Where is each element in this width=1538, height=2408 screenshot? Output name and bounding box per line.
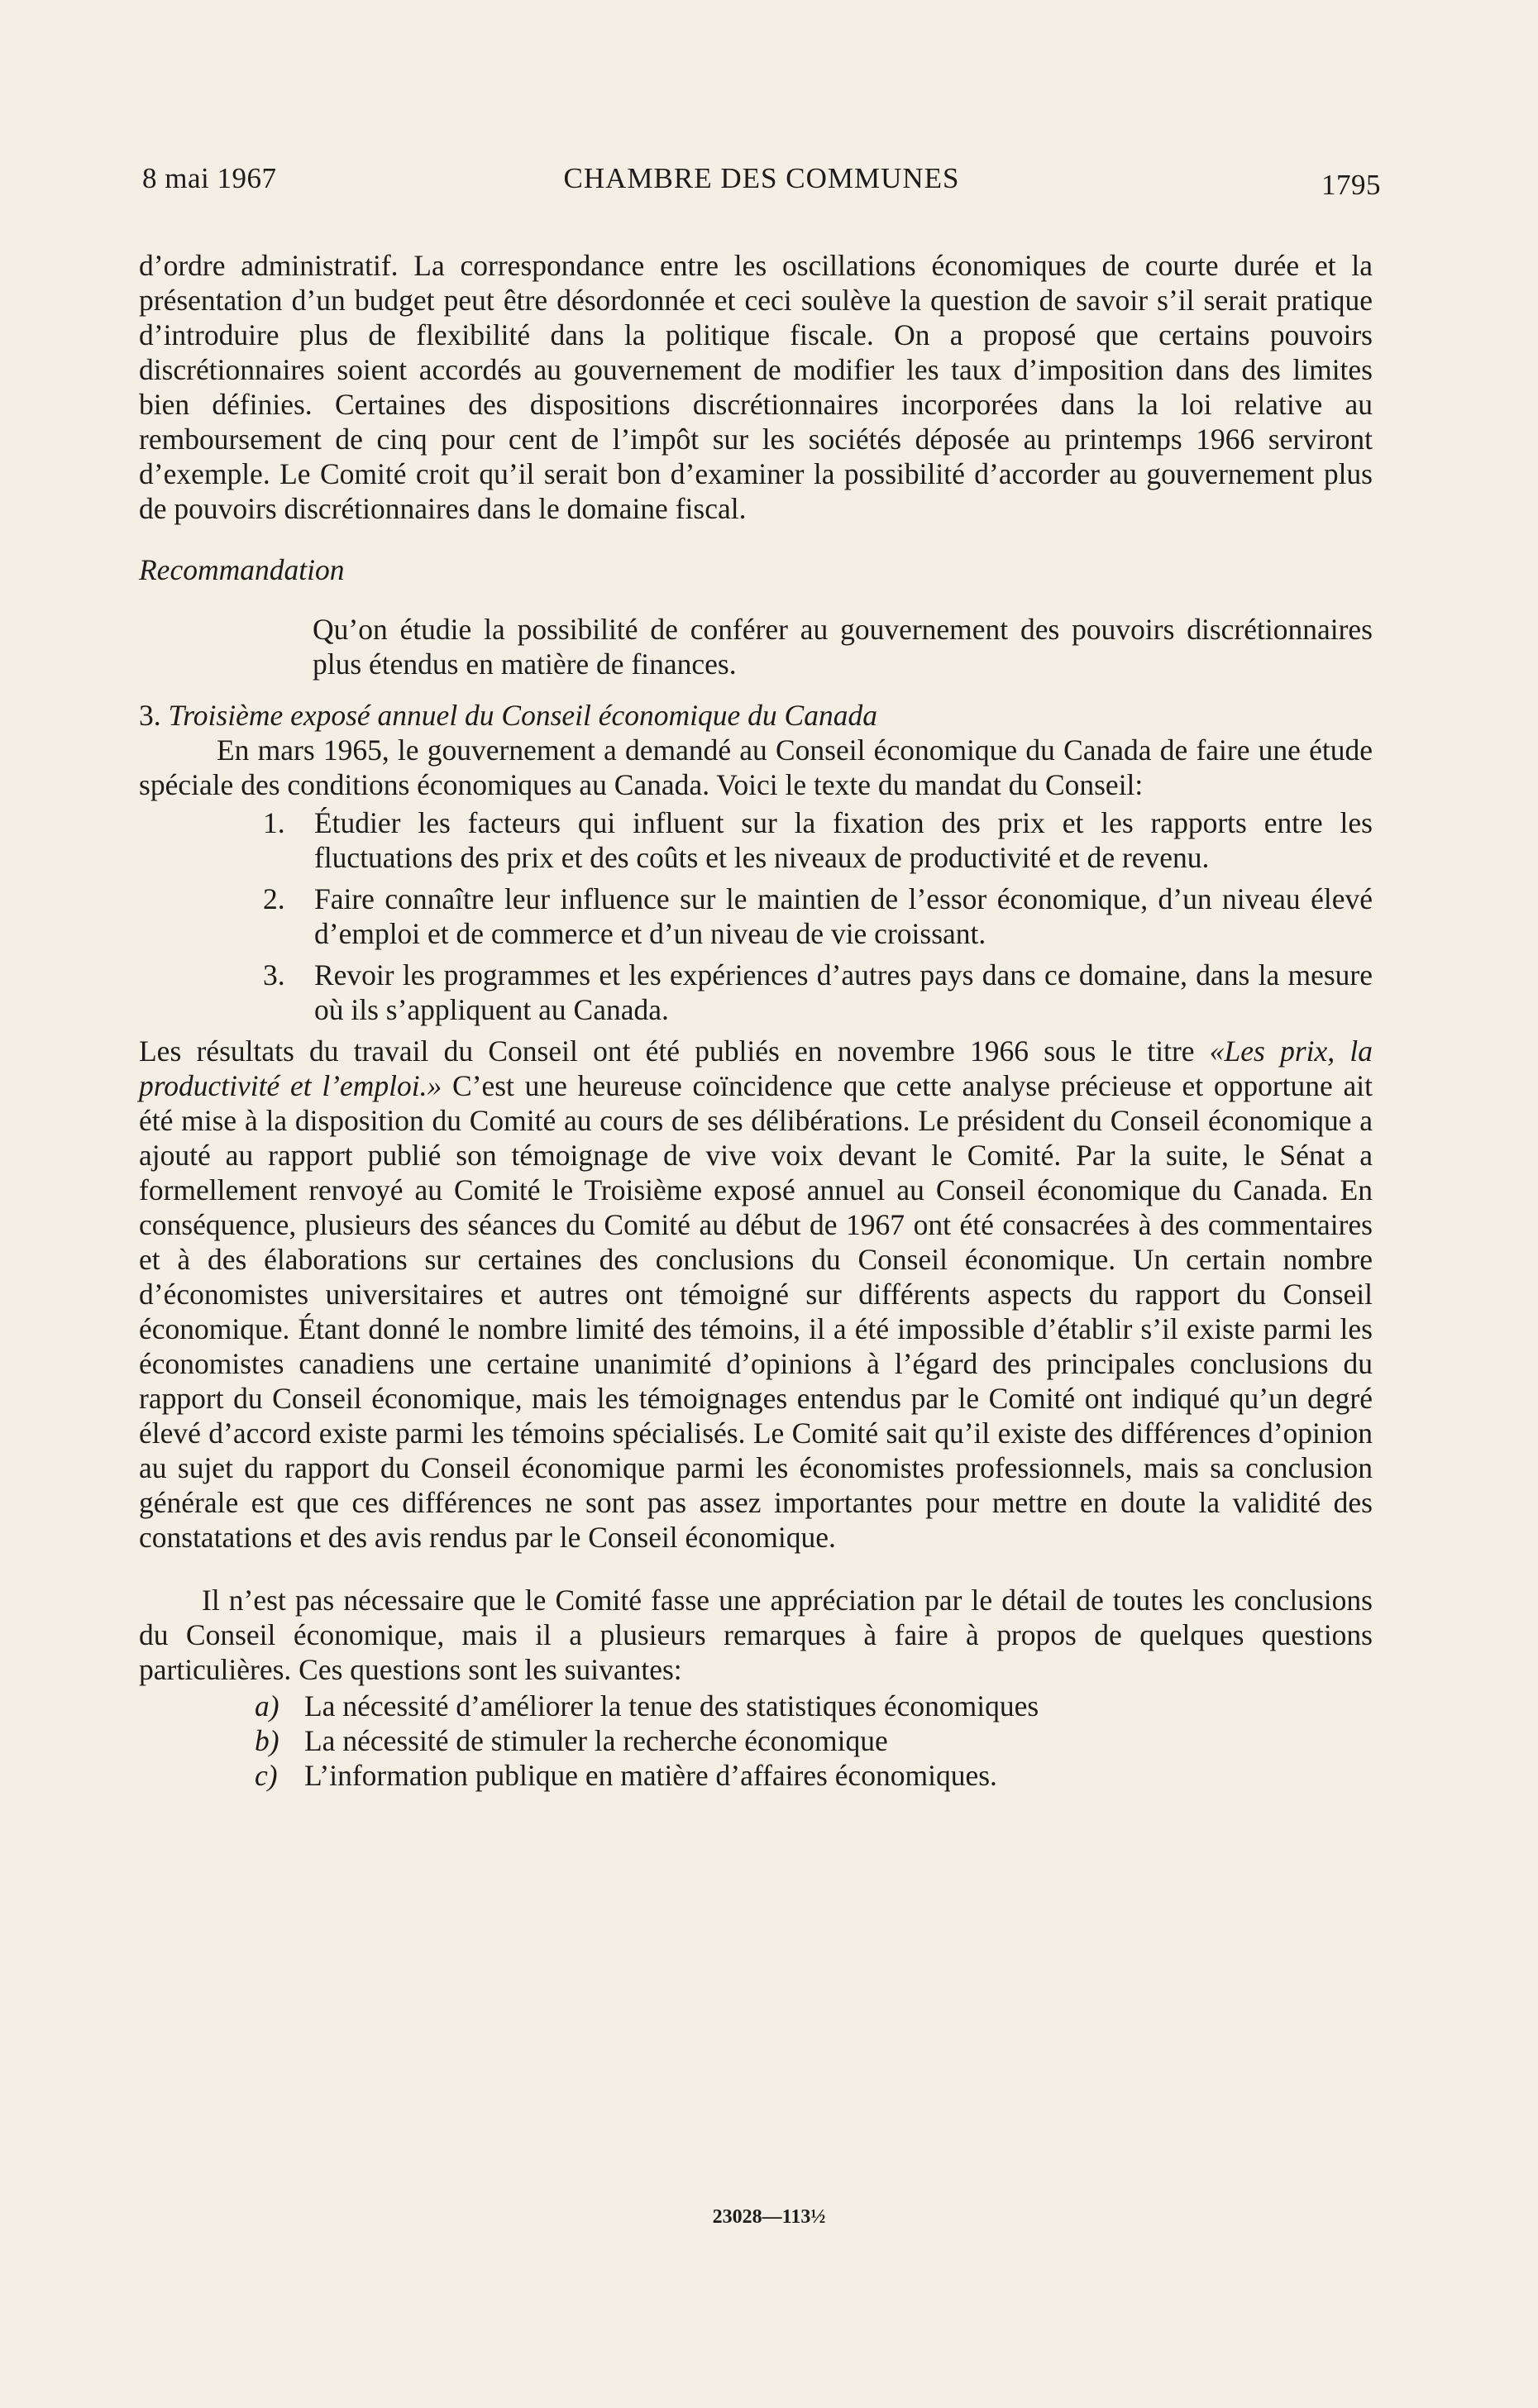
page-header: [142, 162, 1381, 203]
mandate-item: [139, 958, 1373, 1027]
section-3-title: Troisième exposé annuel du Conseil économique du Canada: [168, 699, 877, 732]
report-title: «Les prix, la productivité et l’emploi.»: [139, 1034, 1373, 1102]
recommendation-text: Qu’on étudie la possibilité de conférer au gouvernement des pouvoirs discrétionnaires plus étendus en matière de finances.: [313, 613, 1373, 681]
section-3-heading: [139, 698, 1373, 733]
results-paragraph: [139, 1034, 1373, 1555]
results-text-rest: C’est une heureuse coïncidence que cette analyse précieuse et opportune ait été mise à la disposition du Comité au cours de ses délibérations. Le président du Conseil économique a ajouté au rapport publié son témoignage de vive voix devant le Comité. Par la suite, le Sénat a formellement renvoyé au Comité le Troisième exposé annuel au Conseil économique du Canada. En conséquence, plusieurs des séances du Comité au début de 1967 ont été consacrées à des commentaires et à des élaborations sur certaines des conclusions du Conseil économique. Un certain nombre d’économistes universitaires et autres ont témoigné sur différents aspects du rapport du Conseil économique. Étant donné le nombre limité des témoins, il a été impossible d’établir s’il existe parmi les économistes canadiens une certaine unanimité d’opinions à l’égard des principales conclusions du rapport du Conseil économique, mais les témoignages entendus par le Comité ont indiqué qu’un degré élevé d’accord existe parmi les témoins spécialisés. Le Comité sait qu’il existe des différences d’opinion au sujet du rapport du Conseil économique parmi les économistes professionnels, mais sa conclusion générale est que ces différences ne sont pas assez importantes pour mettre en doute la validité des constatations et des avis rendus par le Conseil économique.: [139, 1069, 1373, 1554]
mandate-item: [139, 882, 1373, 951]
mandate-item-text: Revoir les programmes et les expériences d’autres pays dans ce domaine, dans la mesure où ils s’appliquent au Canada.: [314, 958, 1373, 1026]
page-number: 1795: [1321, 169, 1381, 201]
printer-code-footer: 23028—113½: [712, 2206, 826, 2228]
page-body: [139, 248, 1373, 1793]
header-title: CHAMBRE DES COMMUNES: [563, 162, 960, 194]
question-item: [139, 1723, 1373, 1758]
header-date: 8 mai 1967: [142, 162, 277, 194]
mandate-item-text: Étudier les facteurs qui influent sur la fixation des prix et les rapports entre les fluctuations des prix et des coûts et les niveaux de productivité et de revenu.: [314, 806, 1373, 874]
mandate-list: [139, 805, 1373, 1027]
mandate-item-number: 2.: [263, 882, 285, 915]
question-text: La nécessité d’améliorer la tenue des statistiques économiques: [304, 1689, 1039, 1722]
question-item: [139, 1758, 1373, 1793]
mandate-item-number: 1.: [263, 806, 285, 839]
question-letter: c): [255, 1759, 278, 1792]
section-3-number: 3.: [139, 699, 161, 732]
questions-list: [139, 1689, 1373, 1793]
question-text: La nécessité de stimuler la recherche économique: [304, 1724, 888, 1757]
mandate-item-number: 3.: [263, 958, 285, 991]
mandate-item-text: Faire connaître leur influence sur le maintien de l’essor économique, d’un niveau élevé d’emploi et de commerce et d’un niveau de vie croissant.: [314, 882, 1373, 950]
mandate-item: [139, 805, 1373, 875]
recommendation-heading: Recommandation: [139, 553, 345, 586]
question-letter: a): [255, 1689, 279, 1722]
paragraph-administrative: d’ordre administratif. La correspondance entre les oscillations économiques de courte durée et la présentation d’un budget peut être désordonnée et ceci soulève la question de savoir s’il serait pratique d’introduire plus de flexibilité dans la politique fiscale. On a proposé que certains pouvoirs discrétionnaires soient accordés au gouvernement de modifier les taux d’imposition dans des limites bien définies. Certaines des dispositions discrétionnaires incorporées dans la loi relative au remboursement de cinq pour cent de l’impôt sur les sociétés déposée au printemps 1966 serviront d’exemple. Le Comité croit qu’il serait bon d’examiner la possibilité d’accorder au gouvernement plus de pouvoirs discrétionnaires dans le domaine fiscal.: [139, 249, 1373, 525]
question-text: L’information publique en matière d’affaires économiques.: [304, 1759, 997, 1792]
results-text-start: Les résultats du travail du Conseil ont été publiés en novembre 1966 sous le titre: [139, 1034, 1210, 1068]
questions-intro-paragraph: Il n’est pas nécessaire que le Comité fasse une appréciation par le détail de toutes les conclusions du Conseil économique, mais il a plusieurs remarques à faire à propos de quelques questions particulières. Ces questions sont les suivantes:: [139, 1584, 1373, 1686]
section-3-intro: En mars 1965, le gouvernement a demandé au Conseil économique du Canada de faire une étude spéciale des conditions économiques au Canada. Voici le texte du mandat du Conseil:: [139, 733, 1373, 801]
question-letter: b): [255, 1724, 279, 1757]
question-item: [139, 1689, 1373, 1723]
